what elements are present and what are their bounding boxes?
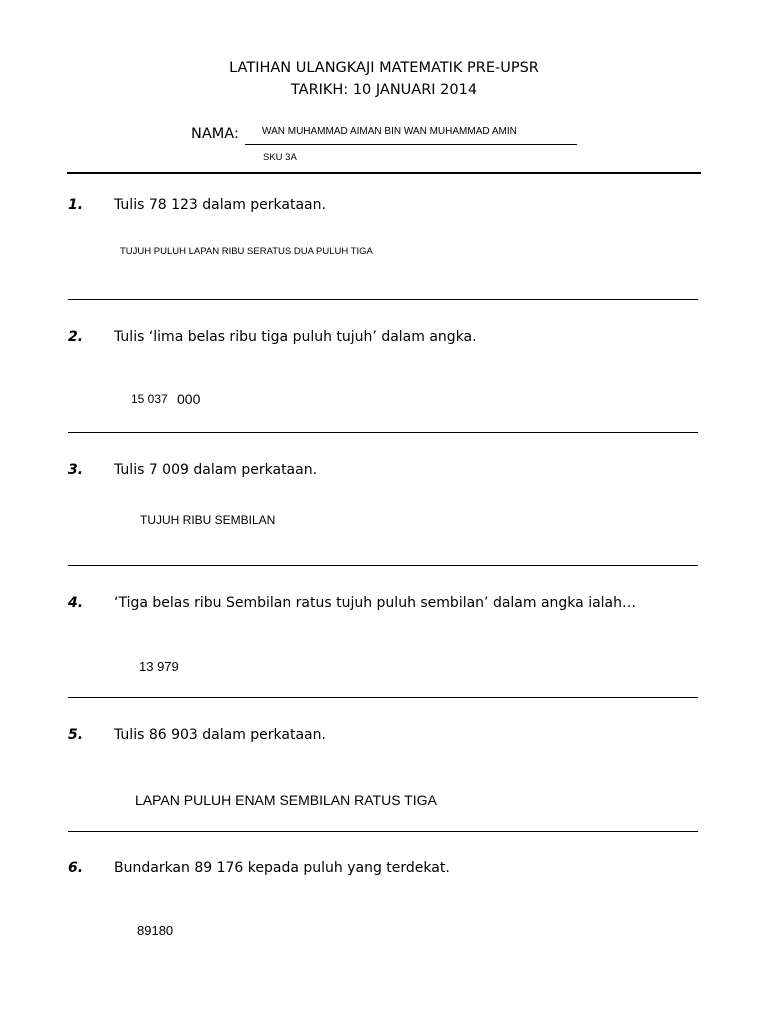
question-2-answer-part1: 15 037 [131, 392, 168, 406]
name-value: WAN MUHAMMAD AIMAN BIN WAN MUHAMMAD AMIN [262, 126, 517, 137]
question-2-answer-part2: 000 [177, 391, 201, 407]
name-label: NAMA: [191, 126, 239, 142]
name-underline [245, 144, 577, 145]
question-1-answer: TUJUH PULUH LAPAN RIBU SERATUS DUA PULUH TIGA [120, 246, 373, 257]
question-2-text: Tulis ‘lima belas ribu tiga puluh tujuh’ dalam angka. [114, 329, 477, 345]
worksheet-title: LATIHAN ULANGKAJI MATEMATIK PRE-UPSR [229, 60, 539, 76]
question-5-text: Tulis 86 903 dalam perkataan. [114, 727, 326, 743]
worksheet-date: TARIKH: 10 JANUARI 2014 [290, 82, 478, 98]
question-4-number: 4. [68, 595, 84, 611]
question-1-text: Tulis 78 123 dalam perkataan. [114, 197, 326, 213]
question-4-answer: 13 979 [139, 659, 179, 674]
question-2-separator [68, 432, 698, 433]
question-3-text: Tulis 7 009 dalam perkataan. [114, 462, 318, 478]
question-4-separator [68, 697, 698, 698]
header-divider [67, 172, 701, 174]
question-5-separator [68, 831, 698, 832]
question-1-separator [68, 299, 698, 300]
question-5-number: 5. [68, 727, 84, 743]
question-2-number: 2. [68, 329, 84, 345]
class-value: SKU 3A [263, 152, 297, 163]
question-6-answer: 89180 [137, 923, 174, 938]
question-3-separator [68, 565, 698, 566]
question-6-text: Bundarkan 89 176 kepada puluh yang terdekat. [114, 860, 450, 876]
question-5-answer: LAPAN PULUH ENAM SEMBILAN RATUS TIGA [135, 792, 437, 808]
question-3-number: 3. [68, 462, 84, 478]
question-1-number: 1. [68, 197, 84, 213]
question-6-number: 6. [68, 860, 84, 876]
question-4-text: ‘Tiga belas ribu Sembilan ratus tujuh puluh sembilan’ dalam angka ialah… [114, 595, 637, 611]
question-3-answer: TUJUH RIBU SEMBILAN [140, 513, 276, 527]
